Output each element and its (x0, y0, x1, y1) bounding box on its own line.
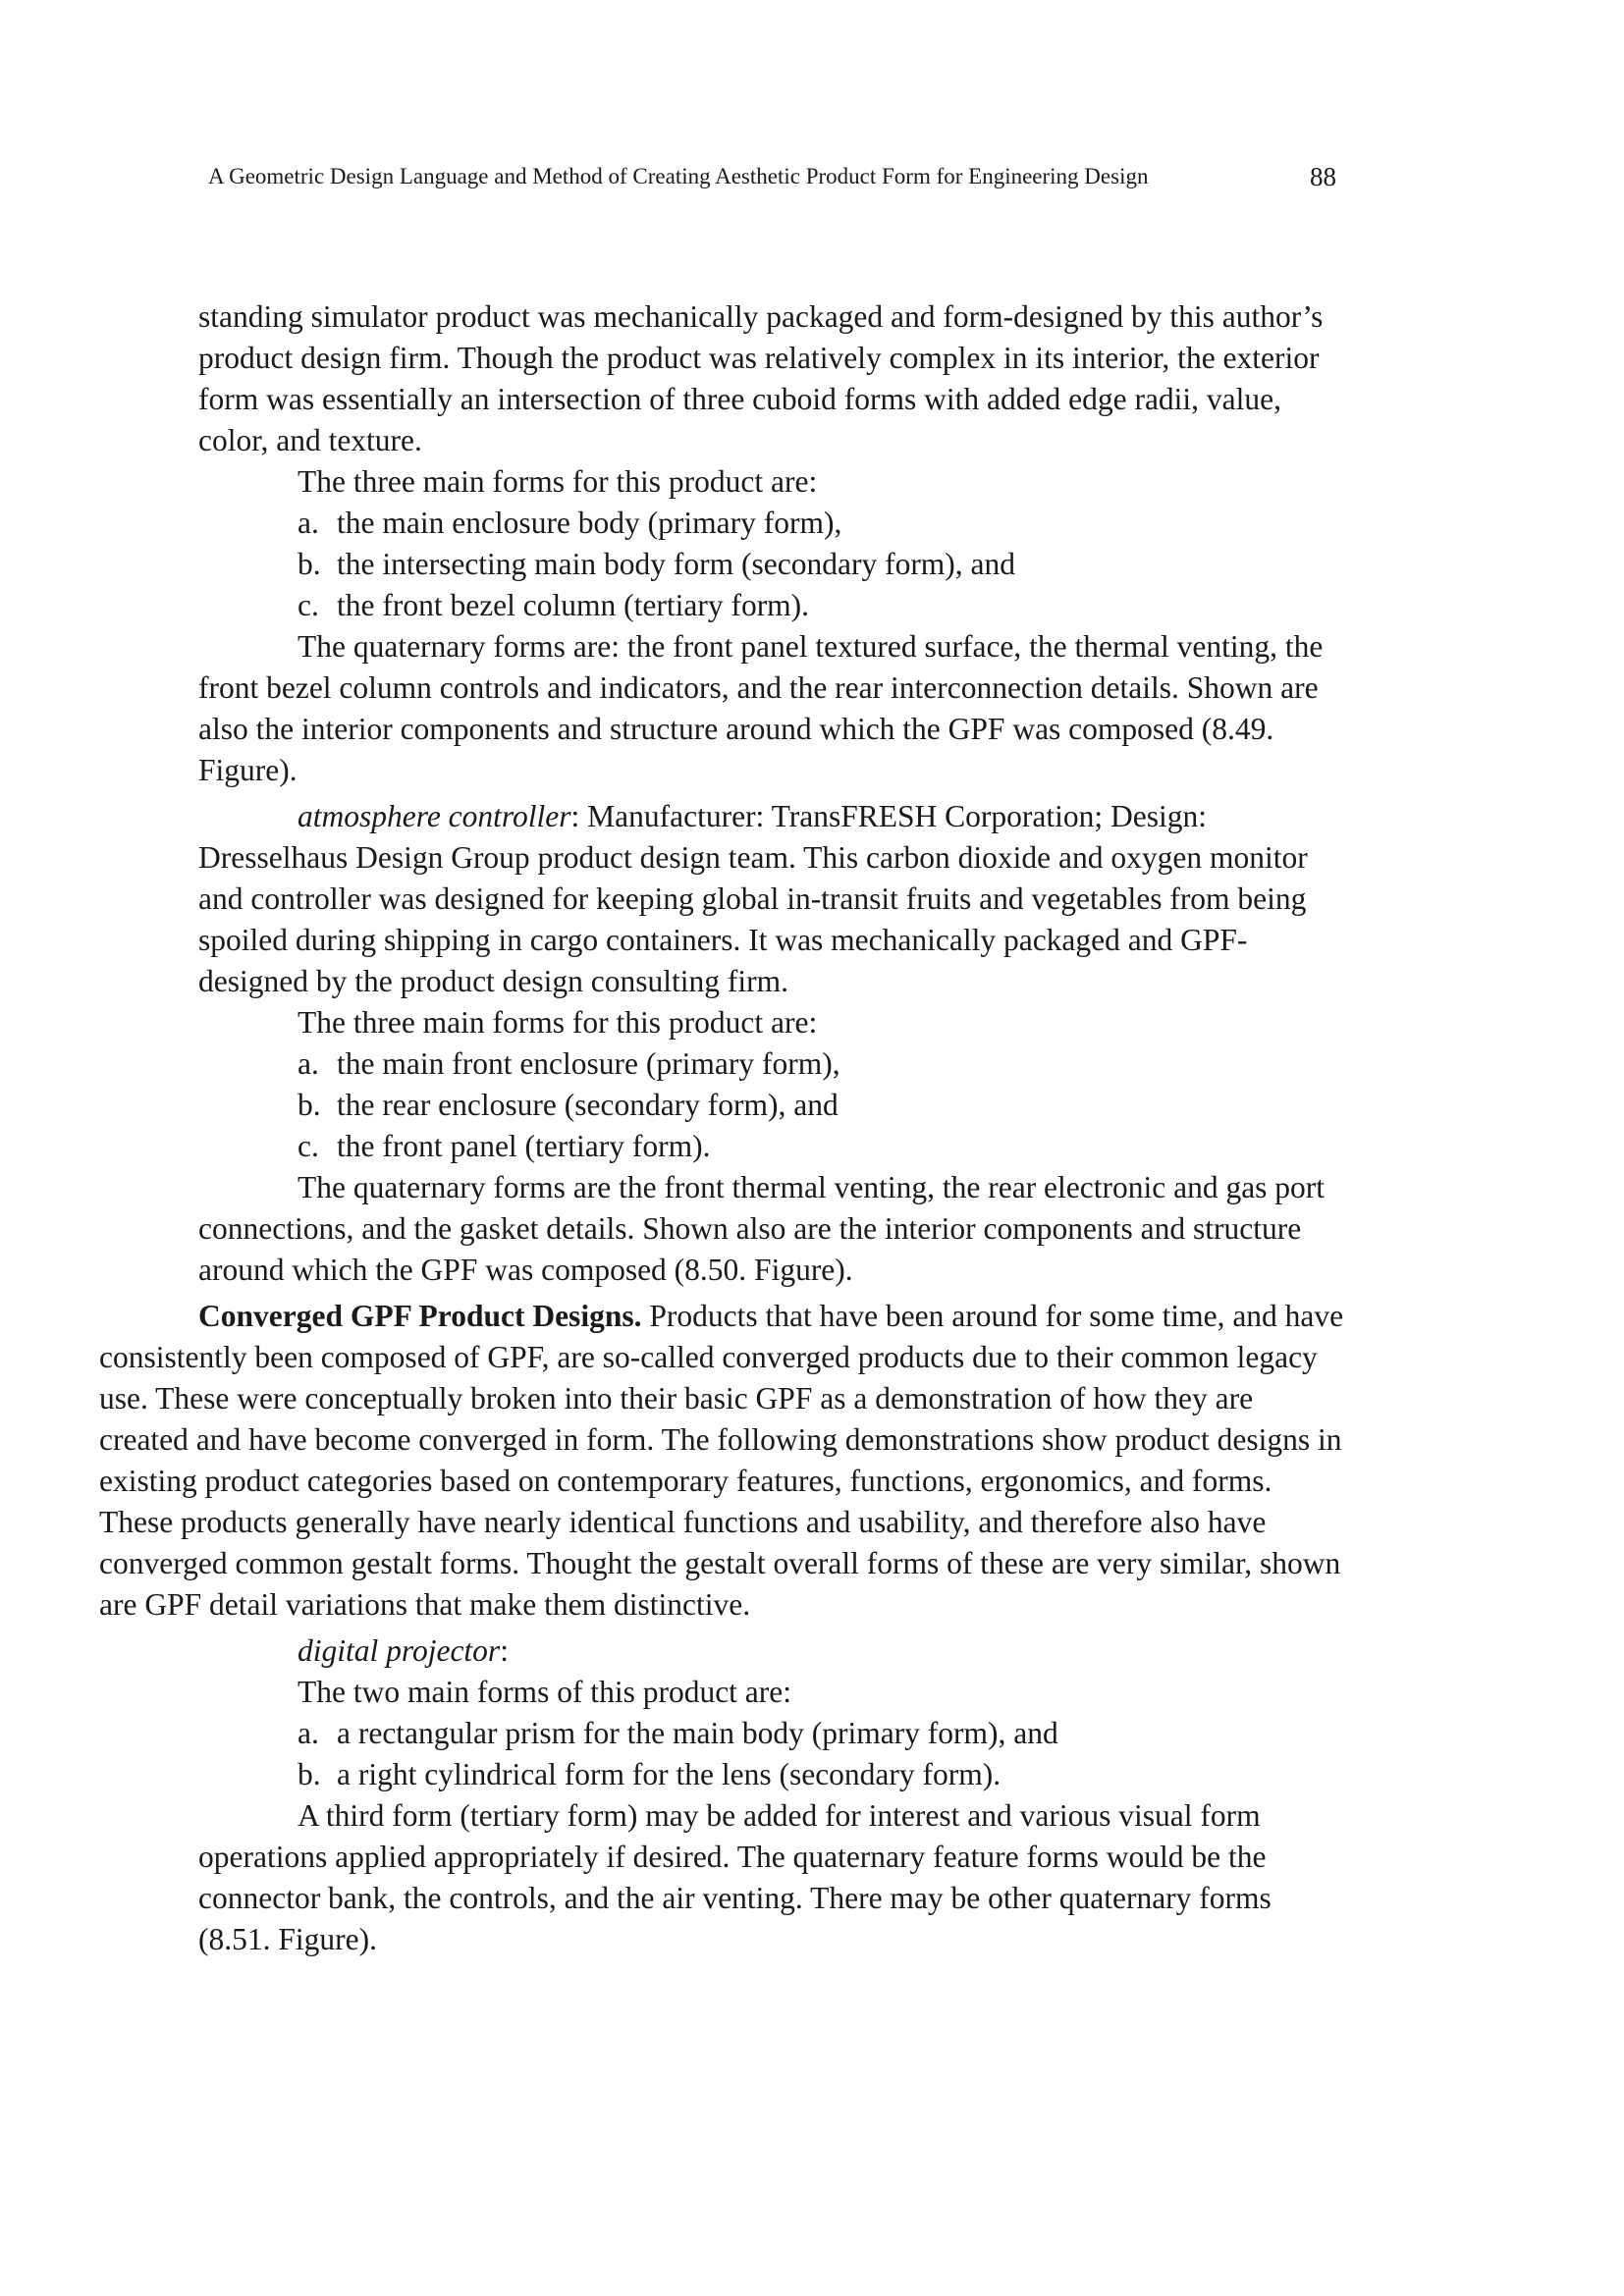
paragraph-9 (198, 1672, 1347, 1713)
list-marker: b. (298, 547, 321, 581)
list-marker: a. (298, 506, 319, 540)
term-colon: : (570, 799, 580, 833)
list-item (298, 544, 1347, 585)
list-text: a rectangular prism for the main body (primary form), and (337, 1716, 1058, 1750)
paragraph-7-text: Products that have been around for some time, and have consistently been composed of GPF, are so-called converged products due to their common legacy use. These were conceptually broken into their basic GPF as a demonstration of how they are created and have become converged in form. The following demonstrations show product designs in existing product categories based on contemporary features, functions, ergonomics, and forms. These products generally have nearly identical functions and usability, and therefore also have converged common gestalt forms. Thought the gestalt overall forms of these are very similar, shown are GPF detail variations that make them distinctive. (99, 1299, 1344, 1622)
paragraph-2 (198, 461, 1347, 503)
page-body (99, 296, 1347, 1960)
paragraph-5 (198, 1002, 1347, 1043)
list-item (298, 585, 1347, 626)
list-item (298, 1754, 1347, 1795)
list-item (298, 1043, 1347, 1085)
list-3 (198, 1713, 1347, 1795)
paragraph-10: A third form (tertiary form) may be added for interest and various visual form operations applied appropriately if desired. The quaternary feature forms would be the connector bank, the controls, and the air venting. There may be other quaternary forms (8.51. Figure). (198, 1798, 1272, 1956)
paragraph-4 (198, 796, 1347, 1002)
list-marker: b. (298, 1088, 321, 1122)
list-marker: a. (298, 1046, 319, 1081)
list-marker: c. (298, 1129, 319, 1163)
list-item (298, 1713, 1347, 1754)
paragraph-9-text: The two main forms of this product are: (298, 1675, 792, 1709)
list-text: a right cylindrical form for the lens (secondary form). (337, 1757, 1001, 1791)
running-header (208, 157, 1337, 196)
paragraph-2-text: The three main forms for this product are: (298, 464, 818, 499)
list-item (298, 503, 1347, 544)
paragraph-7 (99, 1296, 1347, 1626)
paragraph-8 (198, 1630, 1347, 1672)
list-text: the intersecting main body form (secondary form), and (337, 547, 1016, 581)
paragraph-5-text: The three main forms for this product are: (298, 1005, 818, 1040)
list-marker: b. (298, 1757, 321, 1791)
section-heading-converged: Converged GPF Product Designs. (198, 1299, 642, 1333)
list-marker: a. (298, 1716, 319, 1750)
term-colon: : (500, 1633, 509, 1668)
list-text: the front panel (tertiary form). (337, 1129, 711, 1163)
paragraph-3: The quaternary forms are: the front panel textured surface, the thermal venting, the front bezel column controls and indicators, and the rear interconnection details. Shown are also the interior components and structure around which the GPF was composed (8.49. Figure). (198, 629, 1324, 787)
list-text: the rear enclosure (secondary form), and (337, 1088, 839, 1122)
list-text: the front bezel column (tertiary form). (337, 588, 810, 622)
page-number: 88 (1310, 162, 1336, 191)
list-1 (198, 503, 1347, 626)
term-digital-projector: digital projector (298, 1633, 501, 1668)
paragraph-1: standing simulator product was mechanically packaged and form-designed by this author’s product design firm. Though the product was relatively complex in its interior, the exterior form was essentially an intersection of three cuboid forms with added edge radii, value, color, and texture. (198, 299, 1324, 457)
list-item (298, 1126, 1347, 1167)
paragraph-4-text: Manufacturer: TransFRESH Corporation; Design: Dresselhaus Design Group product design team. This carbon dioxide and oxygen monitor and controller was designed for keeping global in-transit fruits and vegetables from being spoiled during shipping in cargo containers. It was mechanically packaged and GPF-designed by the product design consulting firm. (198, 799, 1308, 998)
list-item (298, 1085, 1347, 1126)
running-title: A Geometric Design Language and Method of Creating Aesthetic Product Form for Engineering Design (208, 164, 1149, 188)
paragraph-6: The quaternary forms are the front thermal venting, the rear electronic and gas port connections, and the gasket details. Shown also are the interior components and structure around which the GPF was composed (8.50. Figure). (198, 1170, 1326, 1287)
list-text: the main enclosure body (primary form), (337, 506, 842, 540)
list-marker: c. (298, 588, 319, 622)
list-2 (198, 1043, 1347, 1167)
list-text: the main front enclosure (primary form), (337, 1046, 840, 1081)
term-atmosphere-controller: atmosphere controller (298, 799, 571, 833)
